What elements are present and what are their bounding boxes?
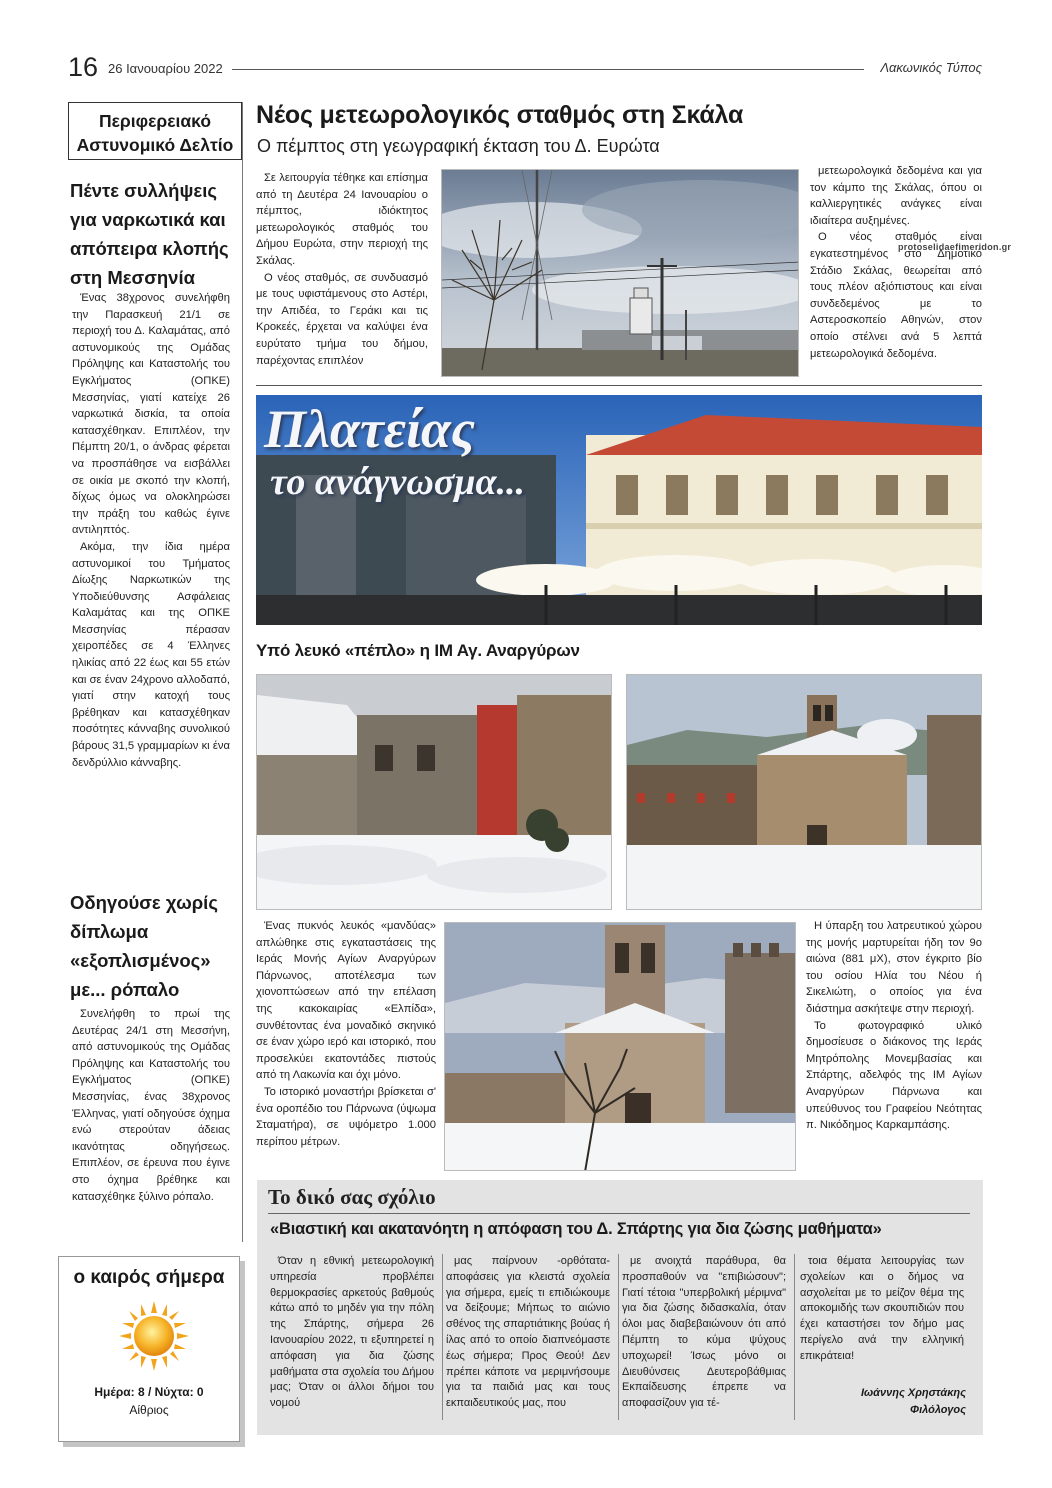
column-divider: [242, 102, 243, 1242]
monastery-article-title: Υπό λευκό «πέπλο» η ΙΜ Αγ. Αναργύρων: [256, 641, 580, 660]
column-divider: [618, 1254, 619, 1420]
paragraph: τοια θέματα λειτουργίας των σχολείων και ο δήμος να ασχολείται με το μείζον θέμα της αποκομιδής των σκουπιδιών που έχει καταστήσει τον δήμο μας περίγελο ανά την ελληνική επικράτεια!: [800, 1255, 964, 1362]
paragraph: μας παίρνουν -ορθότατα- αποφάσεις για κλειστά σχολεία για σήμερα, εμείς τι επιδιώκουμε να δείξουμε; Μήπως το αιώνιο σθένος της σπαρτιάτικης βούας ή ίλας από το οποίο διαπνεόμαστε έως σήμερα; Προς Θεού! Δεν πρέπει κάποτε να μεριμνήσουμε για τα παιδιά μας και τους εκπαιδευτικούς μας, που: [446, 1255, 610, 1410]
main-article-column-2: [810, 163, 982, 362]
comment-signature: [861, 1385, 966, 1419]
paragraph: Το φωτογραφικό υλικό δημοσίευσε ο διάκονος της Ιεράς Μητρόπολης Μονεμβασίας και Σπάρτης, αδελφός της ΙΜ Αγίων Αναργύρων Πάρνωνα και υπεύθυνος του Γραφείου Νεότητας π. Νικόδημος Καρκαμπάσης.: [806, 1019, 982, 1132]
article-title-driver: Οδηγούσε χωρίς δίπλωμα «εξοπλισμένος» με... ρόπαλο: [70, 892, 218, 1000]
comment-column-2: [446, 1254, 610, 1412]
article-title-arrests: Πέντε συλλήψεις για ναρκωτικά και απόπειρα κλοπής στη Μεσσηνία: [70, 180, 229, 288]
monastery-column-2: [806, 918, 982, 1134]
watermark: protoselidaefimeridon.gr: [898, 242, 1012, 252]
paragraph: Όταν η εθνική μετεωρολογική υπηρεσία προβλέπει θερμοκρασίες αρκετούς βαθμούς κάτω από το μηδέν για την πόλη της Σπάρτης, σήμερα 26 Ιανουαρίου 2022, τι εξυπηρετεί η απόφαση για δια ζώσης μαθήματα στα σχολεία του Δήμου μας; Όταν οι άλλοι δήμοι του νομού: [270, 1255, 434, 1410]
article-body-driver: [72, 1006, 230, 1205]
monastery-photo-2: [626, 674, 982, 910]
main-article-subtitle: Ο πέμπτος στη γεωγραφική έκταση του Δ. Ευρώτα: [257, 136, 660, 156]
comment-column-3: [622, 1254, 786, 1412]
monastery-photo-1: [256, 674, 612, 910]
paragraph: Το ιστορικό μοναστήρι βρίσκεται σ' ένα οροπέδιο του Πάρνωνα (ύψωμα Σταματήρα), σε υψόμετρο 1.000 περίπου μέτρων.: [256, 1085, 436, 1148]
paragraph: Συνελήφθη το πρωί της Δευτέρας 24/1 στη Μεσσήνη, από αστυνομικούς της Ομάδας Πρόληψης και Καταστολής του Εγκλήματος (ΟΠΚΕ) Μεσσηνίας, ένας 38χρονος Έλληνας, γιατί οδηγούσε όχημα ενώ στερούταν άδειας ικανότητας οδηγήσεως. Επιπλέον, σε έρευνα που έγινε στο όχημα βρέθηκε και κατασχέθηκε ξύλινο ρόπαλο.: [72, 1008, 230, 1203]
section-box-police-bulletin: [68, 102, 242, 160]
comment-column-4: [800, 1254, 964, 1365]
column-divider: [794, 1254, 795, 1420]
comment-title: «Βιαστική και ακατανόητη η απόφαση του Δ. Σπάρτης για δια ζώσης μαθήματα»: [270, 1220, 882, 1238]
paragraph: με ανοιχτά παράθυρα, θα προσπαθούν να "επιβιώσουν"; Γιατί τέτοια "υπερβολική μέριμνα" για δια ζώσης διδασκαλία, όταν όλοι μας διαβεβαιώνουν ότι από Πέμπτη το κύμα ψύχους υποχωρεί! Ίσως μόνο οι Διευθύνσεις Δευτεροβάθμιας Εκπαίδευσης έπρεπε να αποφασίζουν για τέ-: [622, 1255, 786, 1410]
weather-condition: Αίθριος: [129, 1403, 169, 1417]
monastery-photo-3: [444, 922, 796, 1171]
header-rule: [232, 69, 864, 70]
paragraph: Σε λειτουργία τέθηκε και επίσημα από τη Δευτέρα 24 Ιανουαρίου ο πέμπτος, ιδιόκτητος μετεωρολογικός σταθμός του Δήμου Ευρώτα, στην περιοχή της Σκάλας.: [256, 172, 428, 267]
weather-box: [58, 1256, 240, 1442]
paragraph: μετεωρολογικά δεδομένα και για τον κάμπο της Σκάλας, όπου οι καλλιεργητικές ανάγκες είναι ιδιαίτερα αυξημένες.: [810, 165, 982, 227]
author-name: Ιωάννης Χρηστάκης: [860, 1387, 966, 1399]
section-rule: [256, 385, 982, 386]
page-number: 16: [68, 52, 99, 82]
author-role: Φιλόλογος: [910, 1404, 966, 1416]
section-box-line2: Αστυνομικό Δελτίο: [76, 135, 234, 155]
paragraph: Ακόμα, την ίδια ημέρα αστυνομικοί του Τμήματος Δίωξης Ναρκωτικών της Υποδιεύθυνσης Ασφάλειας Καλαμάτας και της ΟΠΚΕ Μεσσηνίας πέρασαν χειροπέδες σε 4 Έλληνες ηλικίας από 22 έως και 55 ετών και σε έναν 24χρονο αλλοδαπό, γιατί στην κατοχή τους βρέθηκαν και κατασχέθηκαν ποσότητες κάνναβης συνολικού βάρους 31,5 γραμμαρίων κι ένα δενδρύλλιο κάνναβης.: [72, 540, 230, 769]
weather-temperatures: Ημέρα: 8 / Νύχτα: 0: [94, 1385, 204, 1399]
comment-heading: Το δικό σας σχόλιο: [268, 1185, 436, 1209]
main-article-column-1: [256, 170, 428, 369]
column-divider: [442, 1254, 443, 1420]
comment-rule: [268, 1213, 970, 1214]
paragraph: Ένας πυκνός λευκός «μανδύας» απλώθηκε στις εγκαταστάσεις της Ιεράς Μονής Αγίων Αναργύρων Πάρνωνος, αποτέλεσμα των χιονοπτώσεων από την επέλαση της κακοκαιρίας «Ελπίδα», συνθέτοντας ένα μοναδικό σκηνικό σε έναν χώρο ιερό και ιστορικό, που προσελκύει εκατοντάδες πιστούς από τη Λακωνία και όχι μόνο.: [256, 920, 436, 1082]
paragraph: Η ύπαρξη του λατρευτικού χώρου της μονής μαρτυρείται ήδη τον 9ο αιώνα (881 μΧ), στον έγκριτο βίο του οσίου Ηλία του Νέου ή Σικελιώτη, ο οποίος για ένα διάστημα ασκήτεψε στην περιοχή.: [806, 920, 982, 1015]
weather-title: ο καιρός σήμερα: [73, 1267, 225, 1288]
banner-subtitle: το ανάγνωσμα...: [270, 461, 526, 503]
weather-station-photo: [441, 169, 799, 377]
section-box-line1: Περιφερειακό: [98, 111, 212, 131]
sun-icon: [119, 1301, 189, 1371]
monastery-column-1: [256, 918, 436, 1150]
newspaper-name: Λακωνικός Τύπος: [880, 60, 982, 75]
issue-date: 26 Ιανουαρίου 2022: [108, 61, 223, 76]
banner-title: Πλατείας: [264, 399, 475, 459]
paragraph: Ο νέος σταθμός είναι εγκατεστημένος στο Δημοτικό Στάδιο Σκάλας, θεωρείται από τους πλέον αξιόπιστους και είναι συνδεδεμένος με το Αστεροσκοπείο Αθηνών, στον οποίο στέλνει ανά 5 λεπτά μετεωρολογικά δεδομένα.: [810, 231, 982, 360]
main-article-title: Νέος μετεωρολογικός σταθμός στη Σκάλα: [256, 101, 744, 129]
paragraph: Ο νέος σταθμός, σε συνδυασμό με τους υφιστάμενους στο Αστέρι, την Απιδέα, το Γεράκι και τις Κροκεές, έρχεται να καλύψει ένα ευρύτατο τμήμα του δήμου, παρέχοντας επιπλέον: [256, 271, 428, 367]
comment-column-1: [270, 1254, 434, 1412]
article-body-arrests: [72, 290, 230, 771]
paragraph: Ένας 38χρονος συνελήφθη την Παρασκευή 21/1 σε περιοχή του Δ. Καλαμάτας, από αστυνομικούς της Ομάδας Πρόληψης και Καταστολής του Εγκλήματος (ΟΠΚΕ) Μεσσηνίας, γιατί κατείχε 26 ναρκωτικά δισκία, τα οποία κατασχέθηκαν. Επιπλέον, την Πέμπτη 20/1, ο άνδρας φέρεται να προσπάθησε να εισβάλλει σε οικία με σκοπό την κλοπή, δίχως όμως να ολοκληρώσει την πράξη του καθώς έγινε αντιληπτός.: [72, 292, 230, 537]
